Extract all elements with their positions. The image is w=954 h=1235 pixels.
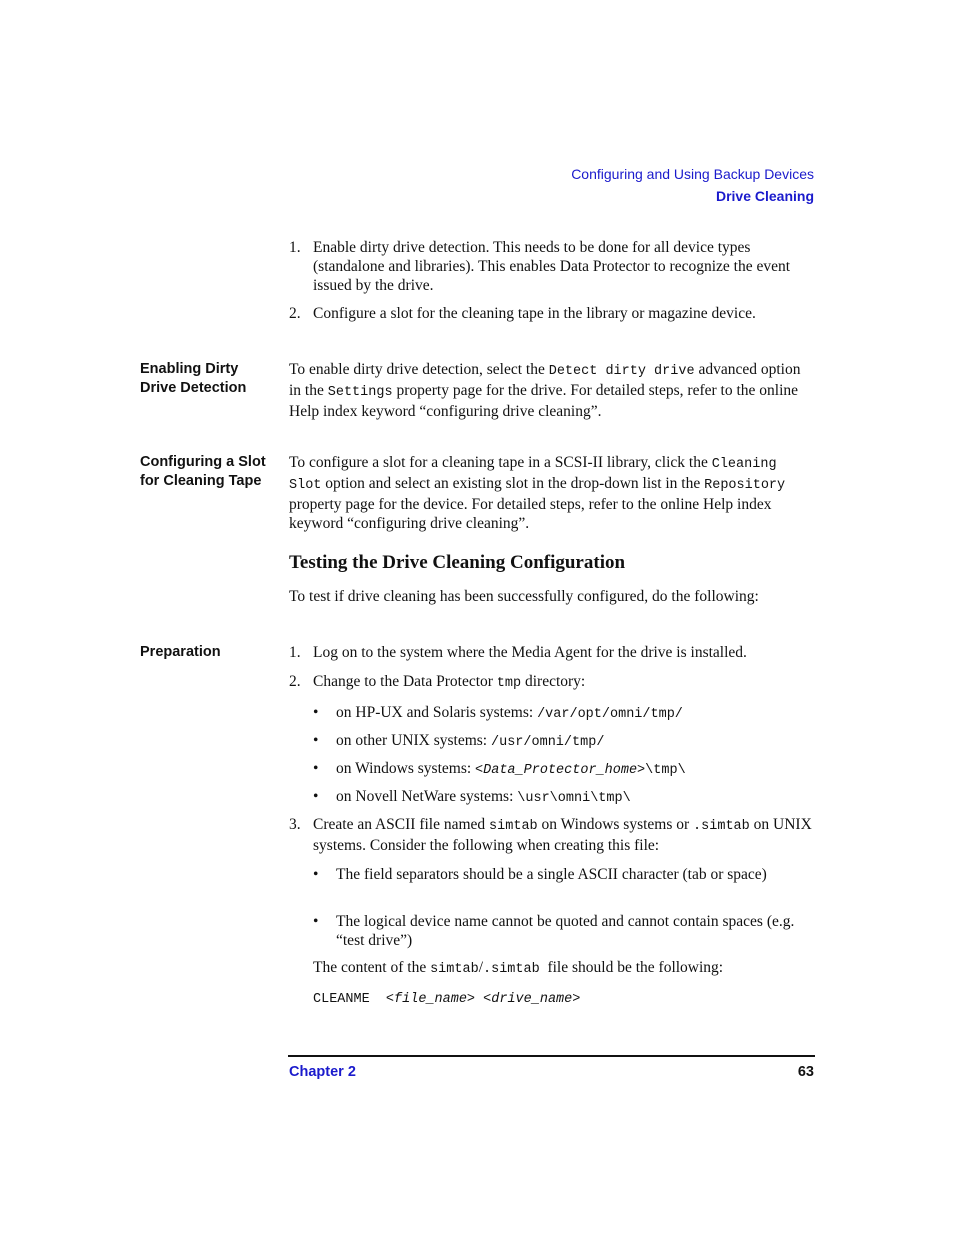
testing-intro: To test if drive cleaning has been successfully configured, do the following: xyxy=(289,588,759,605)
side-heading-line: Configuring a Slot xyxy=(140,454,266,470)
side-heading-preparation: Preparation xyxy=(140,644,221,660)
text: on Windows systems: xyxy=(336,760,476,777)
prep-step-1 xyxy=(289,643,815,662)
code-placeholder: <file_name> <drive_name> xyxy=(385,992,581,1007)
slot-paragraph xyxy=(289,453,815,533)
list-text: Enable dirty drive detection. This needs to be done for all device types (standalone and libraries). This enables Data Protector to recognize the event issued by the drive. xyxy=(313,239,791,294)
code-path: /var/opt/omni/tmp/ xyxy=(537,707,683,722)
side-heading-line: Drive Detection xyxy=(140,380,247,396)
footer-chapter: Chapter 2 xyxy=(289,1064,356,1080)
code-option: Detect dirty drive xyxy=(548,364,695,379)
bullet-item-windows xyxy=(289,759,815,780)
text: To configure a slot for a cleaning tape in a SCSI-II library, click the xyxy=(289,454,712,471)
code-path: /usr/omni/tmp/ xyxy=(491,735,605,750)
bullet-text: The field separators should be a single ASCII character (tab or space) xyxy=(336,866,767,883)
bullet: • xyxy=(313,704,319,721)
list-number: 1. xyxy=(289,239,301,256)
text: on Windows systems or xyxy=(537,816,694,833)
paragraph-text xyxy=(313,958,815,979)
bullet-item-device-name xyxy=(289,912,815,950)
running-header-chapter: Configuring and Using Backup Devices xyxy=(571,166,814,182)
bullet: • xyxy=(313,760,319,777)
code-path: \usr\omni\tmp\ xyxy=(517,791,631,806)
text: on UNIX systems. Consider the following when creating this file: xyxy=(313,816,812,854)
text: / xyxy=(478,959,483,976)
code-filename: simtab xyxy=(430,962,479,977)
intro-list-item-2 xyxy=(289,304,815,323)
bullet-text xyxy=(336,759,815,780)
side-heading-enabling xyxy=(140,360,285,398)
code-line xyxy=(313,988,815,1009)
intro-list-item-1 xyxy=(289,238,815,295)
code-option: Cleaning Slot xyxy=(289,457,777,493)
bullet-text: The logical device name cannot be quoted and cannot contain spaces (e.g. “test drive”) xyxy=(336,913,795,949)
text: file should be the following: xyxy=(539,959,724,976)
text: on other UNIX systems: xyxy=(336,732,491,749)
bullet: • xyxy=(313,866,319,883)
simtab-content-intro xyxy=(289,958,815,979)
list-number: 2. xyxy=(289,305,301,322)
bullet: • xyxy=(313,732,319,749)
text: Create an ASCII file named xyxy=(313,816,490,833)
list-text xyxy=(313,815,815,855)
prep-step-2 xyxy=(289,672,815,693)
bullet-text xyxy=(336,703,815,724)
list-text xyxy=(313,672,815,693)
text: advanced option in the xyxy=(289,361,801,399)
list-text: Log on to the system where the Media Agent for the drive is installed. xyxy=(313,644,747,661)
code-filename: simtab xyxy=(489,819,538,834)
code-property-page: Repository xyxy=(704,478,786,493)
bullet-text xyxy=(336,787,815,808)
code-placeholder: <Data_Protector_home> xyxy=(475,763,646,778)
text: directory: xyxy=(521,673,586,690)
bullet-item-unix xyxy=(289,731,815,752)
section-heading: Testing the Drive Cleaning Configuration xyxy=(289,552,626,573)
code-directory: tmp xyxy=(496,676,522,691)
bullet: • xyxy=(313,788,319,805)
list-number: 2. xyxy=(289,673,301,690)
text: To enable dirty drive detection, select the xyxy=(289,361,549,378)
code-filename: .simtab xyxy=(693,819,750,834)
list-number: 1. xyxy=(289,644,301,661)
code-property-page: Settings xyxy=(327,385,393,400)
bullet-text xyxy=(336,731,815,752)
footer-rule xyxy=(288,1055,815,1057)
list-number: 3. xyxy=(289,816,301,833)
footer-page-number: 63 xyxy=(797,1064,814,1080)
text: on Novell NetWare systems: xyxy=(336,788,518,805)
text: option and select an existing slot in the drop-down list in the xyxy=(321,475,705,492)
prep-step-3 xyxy=(289,815,815,855)
text: on HP-UX and Solaris systems: xyxy=(336,704,538,721)
code-keyword: CLEANME xyxy=(313,992,386,1007)
code-filename: .simtab xyxy=(483,962,540,977)
bullet-item-separators xyxy=(289,865,815,884)
side-heading-line: Enabling Dirty xyxy=(140,361,239,377)
bullet-item-netware xyxy=(289,787,815,808)
list-text: Configure a slot for the cleaning tape in the library or magazine device. xyxy=(313,305,756,322)
enabling-paragraph xyxy=(289,360,815,421)
side-heading-slot xyxy=(140,453,285,491)
simtab-code-line xyxy=(289,988,815,1009)
bullet: • xyxy=(313,913,319,930)
side-heading-line: for Cleaning Tape xyxy=(140,473,262,489)
text: property page for the drive. For detailed steps, refer to the online Help index keyword “configuring drive cleaning”. xyxy=(289,382,799,420)
running-header-section: Drive Cleaning xyxy=(715,188,814,204)
code-path: \tmp\ xyxy=(645,763,686,778)
text: The content of the xyxy=(313,959,431,976)
text: Change to the Data Protector xyxy=(313,673,497,690)
bullet-item-hpux xyxy=(289,703,815,724)
text: property page for the device. For detailed steps, refer to the online Help index keyword “configuring drive cleaning”. xyxy=(289,496,772,532)
